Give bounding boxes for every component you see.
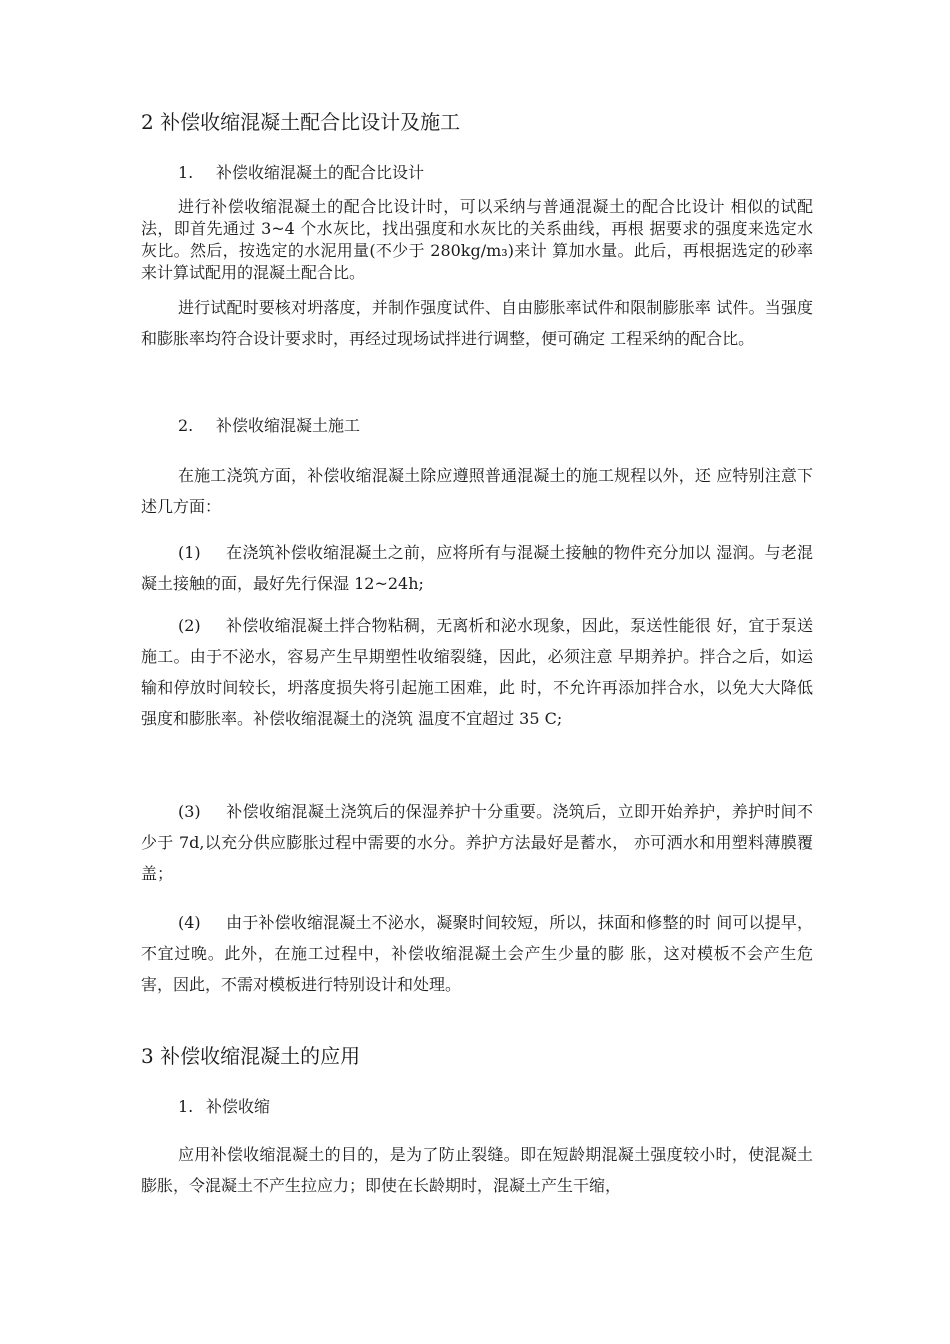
section-3-heading: 3 补偿收缩混凝土的应用 (141, 1044, 361, 1068)
section-2-subheading-1 (178, 160, 424, 183)
paragraph-construction-intro: 在施工浇筑方面，补偿收缩混凝土除应遵照普通混凝土的施工规程以外，还 应特别注意下述几方面： (141, 466, 813, 516)
paragraph-trial-mix: 进行试配时要核对坍落度，并制作强度试件、自由膨胀率试件和限制膨胀率 试件。当强度和膨胀率均符合设计要求时，再经过现场试拌进行调整，便可确定 工程采纳的配合比。 (141, 298, 813, 348)
list-item-3 (141, 796, 813, 889)
section-3-subheading-1 (178, 1094, 270, 1117)
list-item-text: 由于补偿收缩混凝土不泌水，凝聚时间较短，所以，抹面和修整的时 间可以提早，不宜过晚。此外，在施工过程中，补偿收缩混凝土会产生少量的膨 胀，这对模板不会产生危害，因此，不需对模板进行特别设计和处理。 (141, 913, 813, 994)
list-item-1 (141, 537, 813, 599)
list-item-2 (141, 610, 813, 734)
list-item-number: (2) (178, 616, 201, 635)
subheading-number: 1. (178, 163, 194, 182)
list-item-text: 在浇筑补偿收缩混凝土之前，应将所有与混凝土接触的物件充分加以 湿润。与老混凝土接触的面，最好先行保湿 12~24h; (141, 543, 813, 593)
paragraph-mix-design: 进行补偿收缩混凝土的配合比设计时，可以采纳与普通混凝土的配合比设计 相似的试配法，即首先通过 3~4 个水灰比，找出强度和水灰比的关系曲线，再根 据要求的强度来选定水灰比。然后，按选定的水泥用量(不少于 280kg/m₃)来计 算加水量。此后，再根据选定的砂率来计算试配用的混凝土配合比。 (141, 197, 813, 282)
section-2-heading: 2 补偿收缩混凝土配合比设计及施工 (141, 110, 461, 134)
list-item-number: (3) (178, 802, 201, 821)
subheading-title: 补偿收缩 (206, 1097, 271, 1116)
list-item-text: 补偿收缩混凝土拌合物粘稠，无离析和泌水现象，因此，泵送性能很 好，宜于泵送施工。由于不泌水，容易产生早期塑性收缩裂缝，因此，必须注意 早期养护。拌合之后，如运输和停放时间较长，坍落度损失将引起施工困难，此 时，不允许再添加拌合水，以免大大降低强度和膨胀率。补偿收缩混凝土的浇筑 温度不宜超过 35 C; (141, 616, 813, 728)
section-2-subheading-2 (178, 413, 360, 436)
list-item-text: 补偿收缩混凝土浇筑后的保湿养护十分重要。浇筑后，立即开始养护，养护时间不少于 7d,以充分供应膨胀过程中需要的水分。养护方法最好是蓄水， 亦可洒水和用塑料薄膜覆盖； (141, 802, 813, 883)
subheading-number: 1. (178, 1097, 194, 1116)
list-item-4 (141, 907, 813, 1000)
list-item-number: (1) (178, 543, 201, 562)
subheading-title: 补偿收缩混凝土的配合比设计 (216, 163, 425, 182)
subheading-number: 2. (178, 416, 194, 435)
paragraph-application: 应用补偿收缩混凝土的目的，是为了防止裂缝。即在短龄期混凝土强度较小时，使混凝土膨胀，令混凝土不产生拉应力；即使在长龄期时，混凝土产生干缩， (141, 1145, 813, 1195)
list-item-number: (4) (178, 913, 201, 932)
subheading-title: 补偿收缩混凝土施工 (216, 416, 361, 435)
